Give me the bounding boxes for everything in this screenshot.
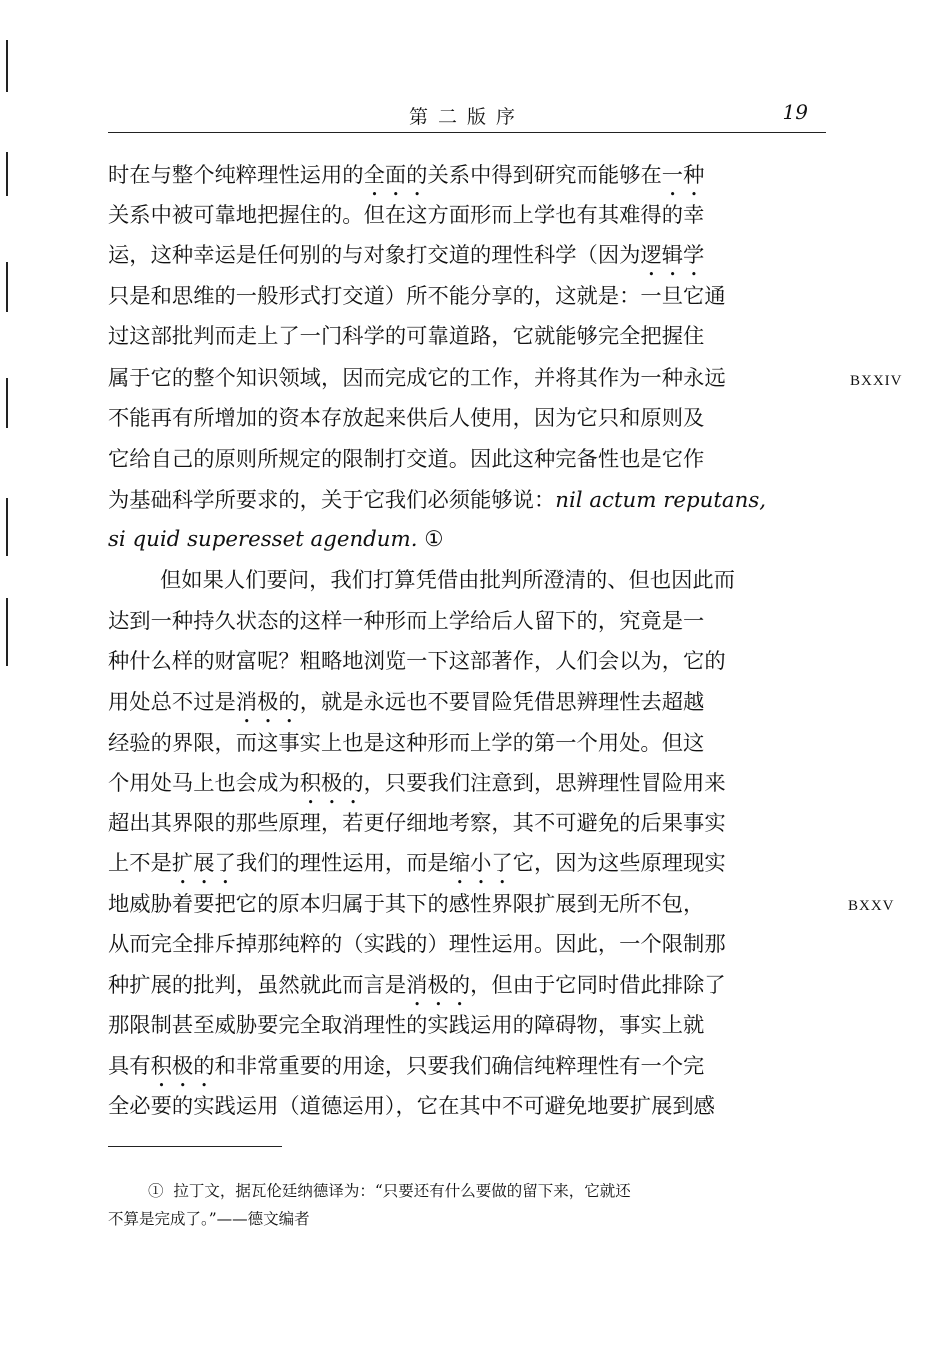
text-line: 上不是扩展了我们的理性运用，而是缩小了它，因为这些原理现实 bbox=[108, 851, 726, 876]
text-line: 那限制甚至威胁要完全取消理性的实践运用的障碍物，事实上就 bbox=[108, 1013, 705, 1038]
emphasis: 逻辑学 bbox=[640, 243, 705, 268]
scan-edge-mark bbox=[6, 262, 8, 312]
latin-quote: nil actum reputans, bbox=[555, 488, 767, 513]
latin-quote: si quid superesset agendum. bbox=[108, 527, 418, 552]
emphasis: 全面的 bbox=[363, 163, 428, 188]
text-line: 运，这种幸运是任何别的与对象打交道的理性科学（因为逻辑学 bbox=[108, 243, 705, 268]
scan-edge-mark bbox=[6, 598, 8, 666]
running-header bbox=[108, 98, 826, 133]
footnote-rule bbox=[108, 1146, 282, 1147]
text-line: 具有积极的和非常重要的用途，只要我们确信纯粹理性有一个完 bbox=[108, 1054, 705, 1079]
emphasis: 积极的 bbox=[299, 771, 364, 796]
footnote-marker: ① bbox=[148, 1182, 164, 1200]
text-line: 用处总不过是消极的，就是永远也不要冒险凭借思辨理性去超越 bbox=[108, 690, 705, 715]
text-line: 从而完全排斥掉那纯粹的（实践的）理性运用。因此，一个限制那 bbox=[108, 932, 726, 957]
scan-edge-mark bbox=[6, 152, 8, 196]
margin-ref-bxxv: BXXV bbox=[848, 898, 895, 914]
text-line: 个用处马上也会成为积极的，只要我们注意到，思辨理性冒险用来 bbox=[108, 771, 726, 796]
footnote-ref: ① bbox=[424, 527, 444, 552]
text-line: 属于它的整个知识领域，因而完成它的工作，并将其作为一种永远 bbox=[108, 366, 726, 391]
text-line: 过这部批判而走上了一门科学的可靠道路，它就能够完全把握住 bbox=[108, 324, 705, 349]
header-title: 第二版序 bbox=[408, 106, 525, 128]
text-line: 达到一种持久状态的这样一种形而上学给后人留下的，究竟是一 bbox=[108, 609, 705, 634]
emphasis: 一种 bbox=[661, 163, 705, 188]
text-line: 只是和思维的一般形式打交道）所不能分享的，这就是：一旦它通 bbox=[108, 284, 726, 309]
text-line: 地威胁着要把它的原本归属于其下的感性界限扩展到无所不包， bbox=[108, 892, 705, 917]
text-line: 种什么样的财富呢？粗略地浏览一下这部著作，人们会以为，它的 bbox=[108, 649, 726, 674]
text-line: 不能再有所增加的资本存放起来供后人使用，因为它只和原则及 bbox=[108, 406, 705, 431]
emphasis: 消极的 bbox=[235, 690, 300, 715]
page-number: 19 bbox=[782, 100, 808, 124]
text-line: 但如果人们要问，我们打算凭借由批判所澄清的、但也因此而 bbox=[160, 568, 736, 593]
scan-edge-mark bbox=[6, 498, 8, 556]
scan-edge-mark bbox=[6, 378, 8, 428]
text-line: 它给自己的原则所规定的限制打交道。因此这种完备性也是它作 bbox=[108, 447, 705, 472]
emphasis: 缩小了 bbox=[448, 851, 513, 876]
scan-edge-mark bbox=[6, 40, 8, 92]
text-line: 关系中被可靠地把握住的。但在这方面形而上学也有其难得的幸 bbox=[108, 203, 705, 228]
text-line: 全必要的实践运用（道德运用），它在其中不可避免地要扩展到感 bbox=[108, 1094, 715, 1119]
text-line: 时在与整个纯粹理性运用的全面的关系中得到研究而能够在一种 bbox=[108, 163, 705, 188]
text-line bbox=[108, 526, 443, 554]
emphasis: 积极的 bbox=[150, 1054, 215, 1079]
text-line: 种扩展的批判，虽然就此而言是消极的，但由于它同时借此排除了 bbox=[108, 973, 726, 998]
footnote-line: 不算是完成了。”——德文编者 bbox=[108, 1210, 310, 1228]
margin-ref-bxxiv: BXXIV bbox=[850, 373, 903, 389]
text-line: 为基础科学所要求的，关于它我们必须能够说：nil actum reputans, bbox=[108, 488, 767, 513]
footnote-line: ① 拉丁文，据瓦伦廷纳德译为：“只要还有什么要做的留下来，它就还 bbox=[148, 1182, 631, 1200]
text-line: 超出其界限的那些原理，若更仔细地考察，其不可避免的后果事实 bbox=[108, 811, 726, 836]
emphasis: 扩展了 bbox=[171, 851, 236, 876]
text-line: 经验的界限，而这事实上也是这种形而上学的第一个用处。但这 bbox=[108, 731, 705, 756]
emphasis: 消极的 bbox=[406, 973, 471, 998]
